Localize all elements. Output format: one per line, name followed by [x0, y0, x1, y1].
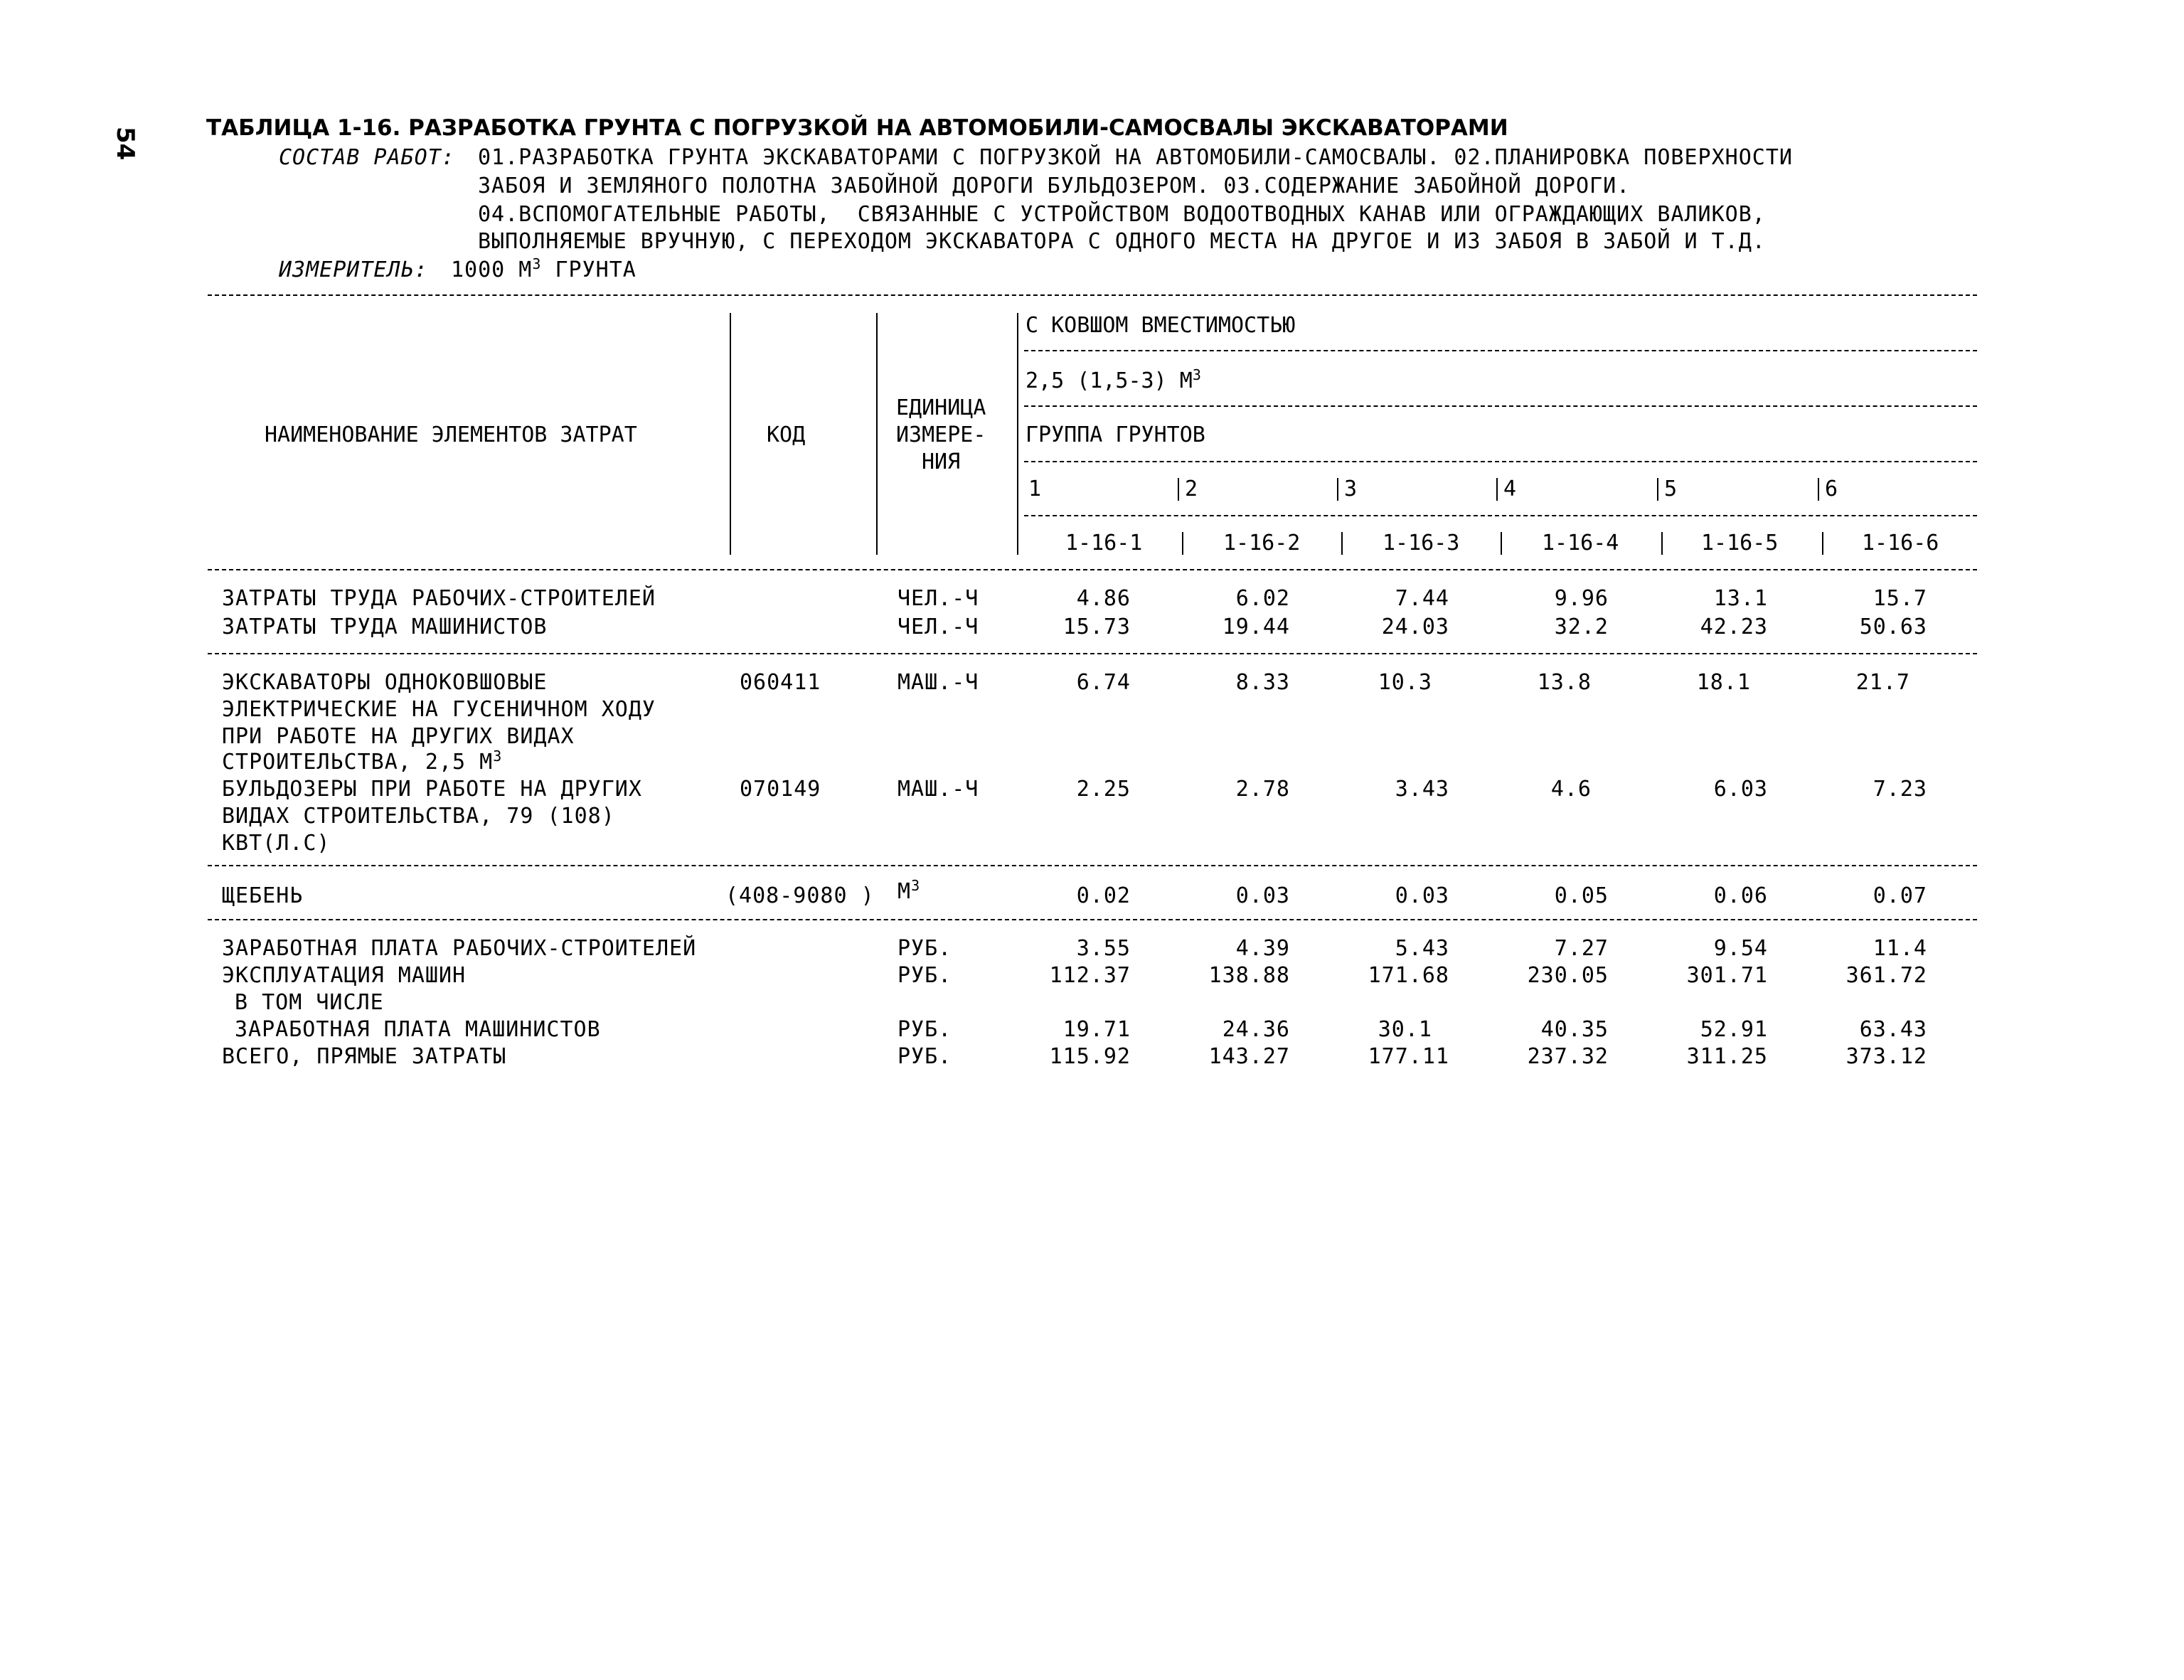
code-divider-5 [1661, 532, 1663, 555]
row-bulldozers-name-1: БУЛЬДОЗЕРЫ ПРИ РАБОТЕ НА ДРУГИХ [222, 777, 642, 802]
work-line-4: ВЫПОЛНЯЕМЫЕ ВРУЧНУЮ, С ПЕРЕХОДОМ ЭКСКАВАТОРА С ОДНОГО МЕСТА НА ДРУГОЕ И ИЗ ЗАБОЯ В ЗАБОЙ И Т.Д. [478, 229, 1766, 254]
row-labor-operators-v3: 24.03 [1381, 615, 1449, 639]
group-divider-4 [1496, 478, 1498, 501]
header-bucket: С КОВШОМ ВМЕСТИМОСТЬЮ [1026, 313, 1296, 338]
rule-top [208, 294, 1977, 296]
row-gravel-name: ЩЕБЕНЬ [222, 883, 304, 908]
row-excavators-code: 060411 [740, 670, 821, 695]
header-divider-3 [1017, 313, 1018, 555]
rule-h4 [1024, 515, 1977, 516]
rule-header-bottom [208, 569, 1977, 570]
rule-section-1 [208, 653, 1977, 654]
row-excavators-v4: 13.8 [1537, 670, 1592, 695]
row-wages-v5: 9.54 [1713, 936, 1768, 961]
header-unit-2: ИЗМЕРЕ- [896, 422, 986, 447]
row-operator-wages-v4: 40.35 [1540, 1017, 1609, 1042]
rule-section-3 [208, 919, 1977, 920]
row-bulldozers-code: 070149 [740, 777, 821, 802]
row-wages-v3: 5.43 [1395, 936, 1449, 961]
row-excavators-v5: 18.1 [1696, 670, 1751, 695]
work-label: СОСТАВ РАБОТ: [279, 145, 455, 170]
row-labor-operators-unit: ЧЕЛ.-Ч [897, 615, 979, 639]
measure-label: ИЗМЕРИТЕЛЬ: [279, 257, 428, 282]
row-gravel-code: (408-9080 ) [725, 883, 875, 908]
row-wages-unit: РУБ. [897, 936, 952, 961]
row-operator-wages-v1: 19.71 [1062, 1017, 1131, 1042]
row-excavators-v3: 10.3 [1378, 670, 1432, 695]
row-excavators-name-2: ЭЛЕКТРИЧЕСКИЕ НА ГУСЕНИЧНОМ ХОДУ [222, 697, 656, 722]
row-gravel-unit: $М^3$ [897, 877, 921, 904]
row-labor-workers-v1: 4.86 [1076, 586, 1131, 611]
row-excavators-name-4: СТРОИТЕЛЬСТВА, 2,5 $М^3$ [222, 748, 503, 775]
row-labor-operators-v1: 15.73 [1062, 615, 1131, 639]
row-total-unit: РУБ. [897, 1044, 952, 1069]
measure-value: 1000 $М^3$ ГРУНТА [451, 255, 636, 282]
group-4: 4 [1503, 477, 1517, 501]
work-line-2: ЗАБОЯ И ЗЕМЛЯНОГО ПОЛОТНА ЗАБОЙНОЙ ДОРОГИ БУЛЬДОЗЕРОМ. 03.СОДЕРЖАНИЕ ЗАБОЙНОЙ ДОРОГИ. [478, 174, 1631, 198]
group-1: 1 [1028, 477, 1042, 501]
row-labor-operators-v4: 32.2 [1554, 615, 1609, 639]
row-total-v3: 177.11 [1368, 1044, 1449, 1069]
row-labor-workers-v5: 13.1 [1713, 586, 1768, 611]
row-machines-v1: 112.37 [1049, 963, 1131, 988]
row-labor-workers-unit: ЧЕЛ.-Ч [897, 586, 979, 611]
code-divider-3 [1341, 532, 1343, 555]
row-machines-name: ЭКСПЛУАТАЦИЯ МАШИН [222, 963, 467, 988]
code-divider-2 [1182, 532, 1183, 555]
row-operator-wages-v6: 63.43 [1859, 1017, 1927, 1042]
header-group: ГРУППА ГРУНТОВ [1026, 422, 1205, 447]
row-bulldozers-v5: 6.03 [1713, 777, 1768, 802]
row-gravel-v2: 0.03 [1235, 883, 1290, 908]
code-1: 1-16-1 [1065, 531, 1143, 555]
row-bulldozers-name-2: ВИДАХ СТРОИТЕЛЬСТВА, 79 (108) [222, 804, 615, 829]
row-machines-v3: 171.68 [1368, 963, 1449, 988]
code-5: 1-16-5 [1701, 531, 1779, 555]
row-labor-operators-name: ЗАТРАТЫ ТРУДА МАШИНИСТОВ [222, 615, 548, 639]
rule-h1 [1024, 350, 1977, 351]
work-line-3: 04.ВСПОМОГАТЕЛЬНЫЕ РАБОТЫ, СВЯЗАННЫЕ С УСТРОЙСТВОМ ВОДООТВОДНЫХ КАНАВ ИЛИ ОГРАЖДАЮЩИХ ВАЛИКОВ, [478, 202, 1766, 227]
row-machines-v5: 301.71 [1686, 963, 1768, 988]
row-gravel-v1: 0.02 [1076, 883, 1131, 908]
row-machines-unit: РУБ. [897, 963, 952, 988]
header-unit-1: ЕДИНИЦА [896, 395, 986, 420]
group-divider-6 [1818, 478, 1819, 501]
code-3: 1-16-3 [1383, 531, 1460, 555]
row-total-v6: 373.12 [1845, 1044, 1927, 1069]
header-name: НАИМЕНОВАНИЕ ЭЛЕМЕНТОВ ЗАТРАТ [265, 422, 637, 447]
row-operator-wages-unit: РУБ. [897, 1017, 952, 1042]
row-gravel-v5: 0.06 [1713, 883, 1768, 908]
row-operator-wages-v5: 52.91 [1700, 1017, 1768, 1042]
code-divider-4 [1501, 532, 1502, 555]
row-labor-operators-v5: 42.23 [1700, 615, 1768, 639]
header-code: КОД [767, 422, 806, 447]
row-bulldozers-unit: МАШ.-Ч [897, 777, 979, 802]
work-line-1: 01.РАЗРАБОТКА ГРУНТА ЭКСКАВАТОРАМИ С ПОГРУЗКОЙ НА АВТОМОБИЛИ-САМОСВАЛЫ. 02.ПЛАНИРОВКА ПОВЕРХНОСТИ [478, 145, 1793, 170]
group-6: 6 [1825, 477, 1838, 501]
code-6: 1-16-6 [1862, 531, 1939, 555]
row-wages-v6: 11.4 [1873, 936, 1927, 961]
rule-h2 [1024, 405, 1977, 407]
group-3: 3 [1344, 477, 1358, 501]
row-labor-workers-v2: 6.02 [1235, 586, 1290, 611]
row-excavators-v2: 8.33 [1235, 670, 1290, 695]
row-wages-v4: 7.27 [1554, 936, 1609, 961]
row-bulldozers-v3: 3.43 [1395, 777, 1449, 802]
group-2: 2 [1185, 477, 1198, 501]
group-5: 5 [1664, 477, 1678, 501]
code-2: 1-16-2 [1223, 531, 1301, 555]
group-divider-2 [1178, 478, 1179, 501]
row-bulldozers-v1: 2.25 [1076, 777, 1131, 802]
header-divider-2 [876, 313, 878, 555]
row-labor-operators-v2: 19.44 [1222, 615, 1290, 639]
header-divider-1 [730, 313, 731, 555]
page-number: 54 [111, 127, 139, 161]
row-labor-workers-v3: 7.44 [1395, 586, 1449, 611]
row-wages-name: ЗАРАБОТНАЯ ПЛАТА РАБОЧИХ-СТРОИТЕЛЕЙ [222, 936, 697, 961]
row-excavators-unit: МАШ.-Ч [897, 670, 979, 695]
row-machines-v2: 138.88 [1208, 963, 1290, 988]
row-gravel-v6: 0.07 [1873, 883, 1927, 908]
code-divider-6 [1822, 532, 1823, 555]
code-4: 1-16-4 [1542, 531, 1619, 555]
row-labor-workers-v6: 15.7 [1873, 586, 1927, 611]
group-divider-3 [1337, 478, 1338, 501]
row-excavators-v6: 21.7 [1855, 670, 1910, 695]
row-labor-operators-v6: 50.63 [1859, 615, 1927, 639]
row-excavators-name-1: ЭКСКАВАТОРЫ ОДНОКОВШОВЫЕ [222, 670, 548, 695]
row-total-v5: 311.25 [1686, 1044, 1768, 1069]
row-gravel-v4: 0.05 [1554, 883, 1609, 908]
header-unit-3: НИЯ [922, 450, 961, 474]
rule-h3 [1024, 461, 1977, 462]
row-total-v1: 115.92 [1049, 1044, 1131, 1069]
row-bulldozers-v6: 7.23 [1873, 777, 1927, 802]
row-wages-v1: 3.55 [1076, 936, 1131, 961]
table-title: ТАБЛИЦА 1-16. РАЗРАБОТКА ГРУНТА С ПОГРУЗКОЙ НА АВТОМОБИЛИ-САМОСВАЛЫ ЭКСКАВАТОРАМИ [206, 115, 1508, 141]
row-bulldozers-v2: 2.78 [1235, 777, 1290, 802]
row-wages-v2: 4.39 [1235, 936, 1290, 961]
rule-section-2 [208, 865, 1977, 866]
group-divider-5 [1657, 478, 1658, 501]
row-excavators-name-3: ПРИ РАБОТЕ НА ДРУГИХ ВИДАХ [222, 724, 575, 749]
row-machines-v4: 230.05 [1527, 963, 1609, 988]
row-operator-wages-v3: 30.1 [1378, 1017, 1432, 1042]
row-gravel-v3: 0.03 [1395, 883, 1449, 908]
row-machines-v6: 361.72 [1845, 963, 1927, 988]
row-labor-workers-v4: 9.96 [1554, 586, 1609, 611]
header-capacity: 2,5 (1,5-3) $М^3$ [1026, 366, 1201, 393]
row-total-name: ВСЕГО, ПРЯМЫЕ ЗАТРАТЫ [222, 1044, 507, 1069]
row-operator-wages-v2: 24.36 [1222, 1017, 1290, 1042]
row-operator-wages-name: ЗАРАБОТНАЯ ПЛАТА МАШИНИСТОВ [235, 1017, 601, 1042]
row-bulldozers-v4: 4.6 [1550, 777, 1592, 802]
row-incl-name: В ТОМ ЧИСЛЕ [235, 990, 384, 1015]
row-bulldozers-name-3: КВТ(Л.С) [222, 831, 331, 856]
row-total-v4: 237.32 [1527, 1044, 1609, 1069]
row-excavators-v1: 6.74 [1076, 670, 1131, 695]
row-labor-workers-name: ЗАТРАТЫ ТРУДА РАБОЧИХ-СТРОИТЕЛЕЙ [222, 586, 656, 611]
row-total-v2: 143.27 [1208, 1044, 1290, 1069]
